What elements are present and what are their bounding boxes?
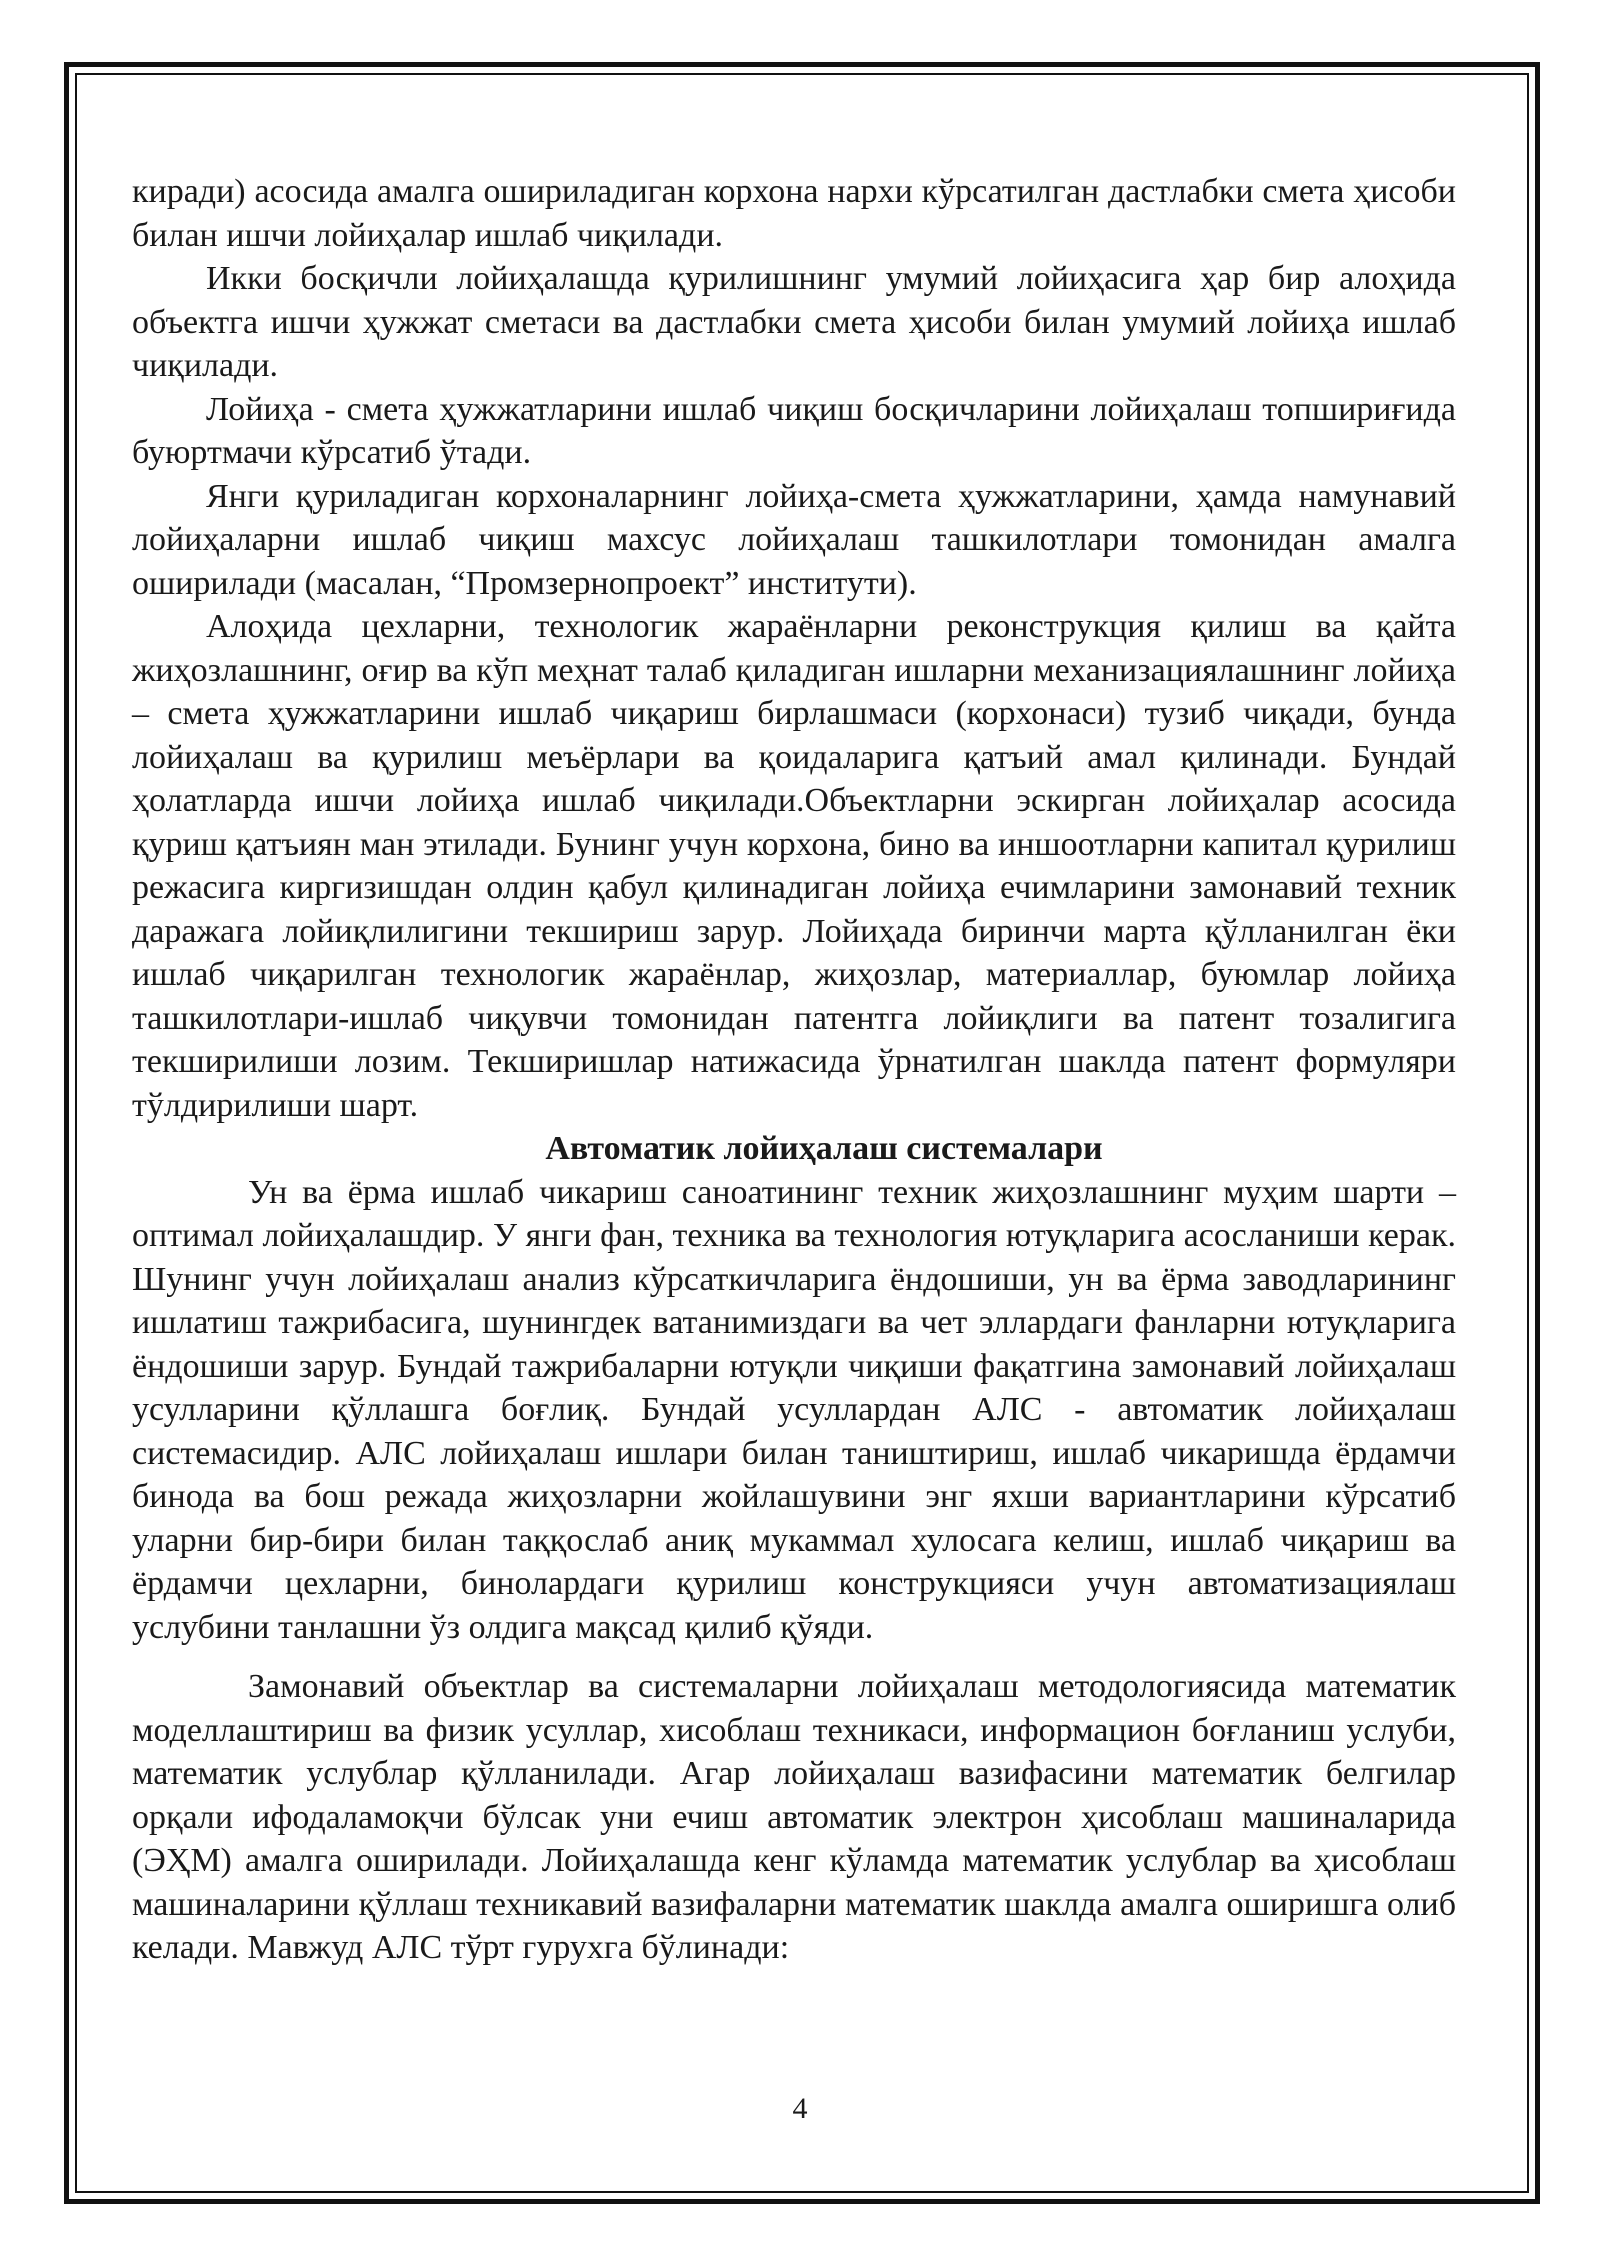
paragraph-5: Алоҳида цехларни, технологик жараёнларни реконструкция қилиш ва қайта жиҳозлашнинг, оғир ва кўп меҳнат талаб қиладиган ишларни механизациялашнинг лойиҳа – смета ҳужжатларини ишлаб чиқариш бирлашмаси (корхонаси) тузиб чиқади, бунда лойиҳалаш ва қурилиш меъёрлари ва қоидаларига қатъий амал қилинади. Бундай ҳолатларда ишчи лойиҳа ишлаб чиқилади.Объектларни эскирган лойиҳалар асосида қуриш қатъиян ман этилади. Бунинг учун корхона, бино ва иншоотларни капитал қурилиш режасига киргизишдан олдин қабул қилинадиган лойиҳа ечимларини замонавий техник даражага лойиқлилигини текшириш зарур. Лойиҳада биринчи марта қўлланилган ёки ишлаб чиқарилган технологик жараёнлар, жиҳозлар, материаллар, буюмлар лойиҳа ташкилотлари-ишлаб чиқувчи томонидан патентга лойиқлиги ва патент тозалигига текширилиши лозим. Текширишлар натижасида ўрнатилган шаклда патент формуляри тўлдирилиши шарт. bbox=[132, 608, 1456, 1124]
paragraph-6: Ун ва ёрма ишлаб чикариш саноатининг техник жиҳозлашнинг муҳим шарти – оптимал лойиҳалашдир. У янги фан, техника ва технология ютуқларига асосланиши керак. Шунинг учун лойиҳалаш анализ кўрсаткичларига ёндошиши, ун ва ёрма заводларининг ишлатиш тажрибасига, шунингдек ватанимиздаги ва чет эллардаги фанларни ютуқларига ёндошиши зарур. Бундай тажрибаларни ютуқли чиқиши фақатгина замонавий лойиҳалаш усулларини қўллашга боғлиқ. Бундай усуллардан АЛС - автоматик лойиҳалаш системасидир. АЛС лойиҳалаш ишлари билан таништириш, ишлаб чикаришда ёрдамчи бинода ва бош режада жиҳозларни жойлашувини энг яхши вариантларини кўрсатиб уларни бир-бири билан таққослаб аниқ мукаммал хулосага келиш, ишлаб чиқариш ва ёрдамчи цехларни, бинолардаги қурилиш конструкцияси учун автоматизациялаш услубини танлашни ўз олдига мақсад қилиб қўяди. bbox=[132, 1173, 1456, 1646]
paragraph-2: Икки босқичли лойиҳалашда қурилишнинг умумий лойиҳасига ҳар бир алоҳида объектга ишчи ҳужжат сметаси ва дастлабки смета ҳисоби билан умумий лойиҳа ишлаб чиқилади. bbox=[132, 260, 1456, 384]
section-heading: Автоматик лойиҳалаш системалари bbox=[545, 1130, 1103, 1167]
document-body bbox=[132, 170, 1456, 1970]
paragraph-7: Замонавий объектлар ва системаларни лойиҳалаш методологиясида математик моделлаштириш ва физик усуллар, хисоблаш техникаси, информацион боғланиш услуби, математик услублар қўлланилади. Агар лойиҳалаш вазифасини математик белгилар орқали ифодаламоқчи бўлсак уни ечиш автоматик электрон ҳисоблаш машиналарида (ЭҲМ) амалга оширилади. Лойиҳалашда кенг кўламда математик услублар ва ҳисоблаш машиналарини қўллаш техникавий вазифаларни математик шаклда амалга оширишга олиб келади. Мавжуд АЛС тўрт гурухга бўлинади: bbox=[132, 1668, 1456, 1966]
paragraph-3: Лойиҳа - смета ҳужжатларини ишлаб чиқиш босқичларини лойиҳалаш топшириғида буюртмачи кўрсатиб ўтади. bbox=[132, 390, 1456, 471]
paragraph-4: Янги қуриладиган корхоналарнинг лойиҳа-смета ҳужжатларини, ҳамда намунавий лойиҳаларни ишлаб чиқиш махсус лойиҳалаш ташкилотлари томонидан амалга оширилади (масалан, “Промзернопроект” институти). bbox=[132, 477, 1456, 602]
paragraph-1: киради) асосида амалга ошириладиган корхона нархи кўрсатилган дастлабки смета ҳисоби билан ишчи лойиҳалар ишлаб чиқилади. bbox=[132, 173, 1456, 254]
page-number: 4 bbox=[792, 2092, 808, 2125]
